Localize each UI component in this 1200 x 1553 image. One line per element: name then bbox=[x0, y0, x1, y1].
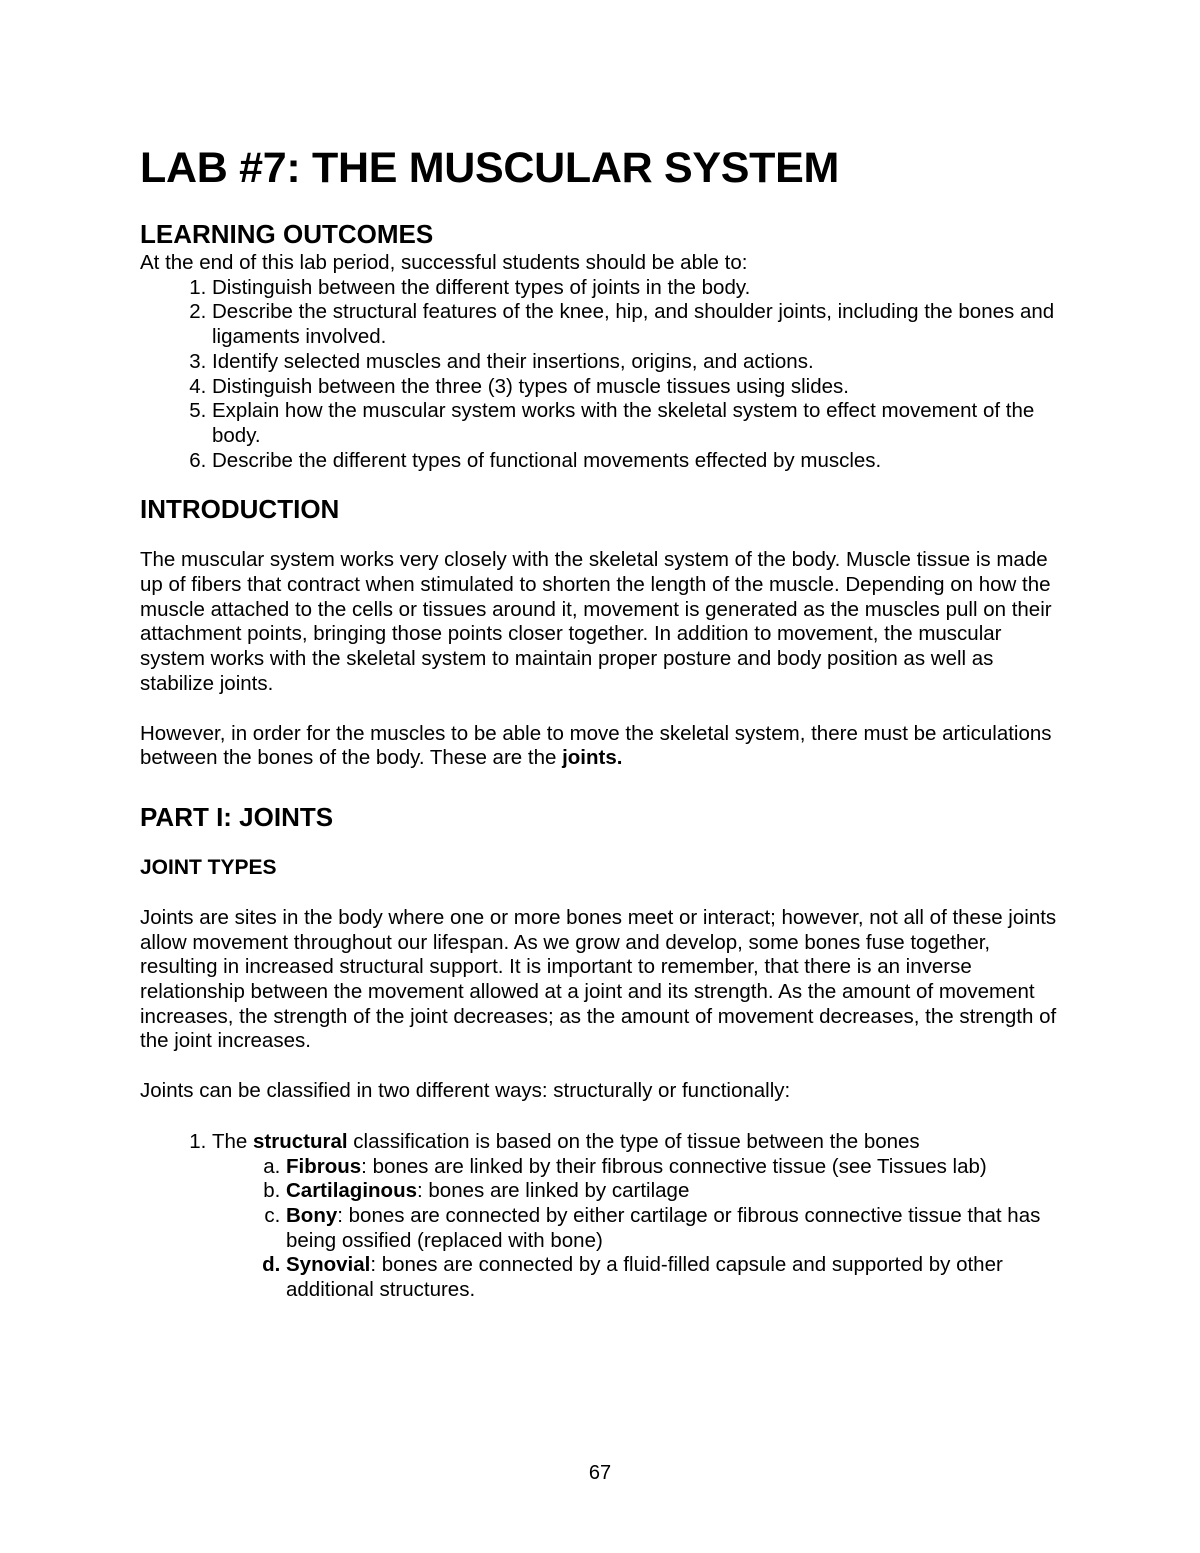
list-item: 2. Describe the structural features of the knee, hip, and shoulder joints, including the bones and ligaments involved. bbox=[212, 300, 1070, 349]
subtype-description: : bones are linked by cartilage bbox=[417, 1179, 690, 1203]
subtype-item-cartilaginous bbox=[286, 1179, 1070, 1204]
page-number: 67 bbox=[588, 1462, 612, 1484]
subtype-item-fibrous bbox=[286, 1155, 1070, 1180]
introduction-paragraph: The muscular system works very closely with the skeletal system of the body. Muscle tissue is made up of fibers that contract when stimulated to shorten the length of the muscle. Depending on how the muscle attached to the cells or tissues around it, movement is generated as the muscles pull on their attachment points, bringing those points closer together. In addition to movement, the muscular system works with the skeletal system to maintain proper posture and body position as well as stabilize joints. bbox=[140, 548, 1052, 695]
structural-subtypes-list bbox=[212, 1155, 1070, 1303]
subtype-term: Cartilaginous bbox=[286, 1179, 417, 1203]
introduction-heading: INTRODUCTION bbox=[140, 494, 340, 525]
joint-types-paragraph: Joints are sites in the body where one or more bones meet or interact; however, not all of these joints allow movement throughout our lifespan. As we grow and develop, some bones fuse together, resulting in increased structural support. It is important to remember, that there is an inverse relationship between the movement allowed at a joint and its strength. As the amount of movement increases, the strength of the joint decreases; as the amount of movement decreases, the strength of the joint increases. bbox=[140, 905, 1057, 1053]
structural-classification-item bbox=[212, 1130, 1070, 1303]
learning-outcomes-lead: At the end of this lab period, successful students should be able to: bbox=[140, 251, 748, 274]
structural-term: structural bbox=[253, 1129, 348, 1153]
subtype-item-bony bbox=[286, 1204, 1070, 1253]
joint-types-heading: JOINT TYPES bbox=[140, 855, 277, 879]
list-item: 3. Identify selected muscles and their insertions, origins, and actions. bbox=[212, 350, 1070, 375]
item-suffix: classification is based on the type of tissue between the bones bbox=[347, 1129, 920, 1153]
list-item: 6. Describe the different types of functional movements effected by muscles. bbox=[212, 449, 1070, 474]
introduction-paragraph-joints bbox=[140, 722, 1070, 771]
classification-intro: Joints can be classified in two different ways: structurally or functionally: bbox=[140, 1079, 791, 1103]
subtype-description: : bones are connected by a fluid-filled capsule and supported by other additional structures. bbox=[286, 1253, 1003, 1302]
classification-list bbox=[140, 1130, 1070, 1303]
subtype-term: Synovial bbox=[286, 1253, 371, 1277]
subtype-term: Bony bbox=[286, 1203, 338, 1227]
part-1-heading: PART I: JOINTS bbox=[140, 801, 334, 832]
paragraph-text: However, in order for the muscles to be able to move the skeletal system, there must be articulations between the bones of the body. These are the bbox=[140, 721, 1052, 770]
list-item: 1. Distinguish between the different types of joints in the body. bbox=[212, 276, 1070, 301]
joints-emphasis: joints. bbox=[562, 746, 623, 770]
document-page bbox=[140, 136, 1070, 1303]
subtype-description: : bones are linked by their fibrous connective tissue (see Tissues lab) bbox=[361, 1154, 987, 1178]
learning-outcomes-list bbox=[140, 276, 1070, 474]
list-item: 5. Explain how the muscular system works with the skeletal system to effect movement of the body. bbox=[212, 399, 1070, 448]
page-title: LAB #7: THE MUSCULAR SYSTEM bbox=[140, 144, 840, 192]
item-prefix: The bbox=[212, 1129, 254, 1153]
list-item: 4. Distinguish between the three (3) types of muscle tissues using slides. bbox=[212, 375, 1070, 400]
subtype-description: : bones are connected by either cartilage or fibrous connective tissue that has being ossified (replaced with bone) bbox=[286, 1203, 1041, 1252]
learning-outcomes-heading: LEARNING OUTCOMES bbox=[140, 219, 434, 249]
subtype-item-synovial bbox=[286, 1253, 1070, 1302]
subtype-term: Fibrous bbox=[286, 1154, 362, 1178]
